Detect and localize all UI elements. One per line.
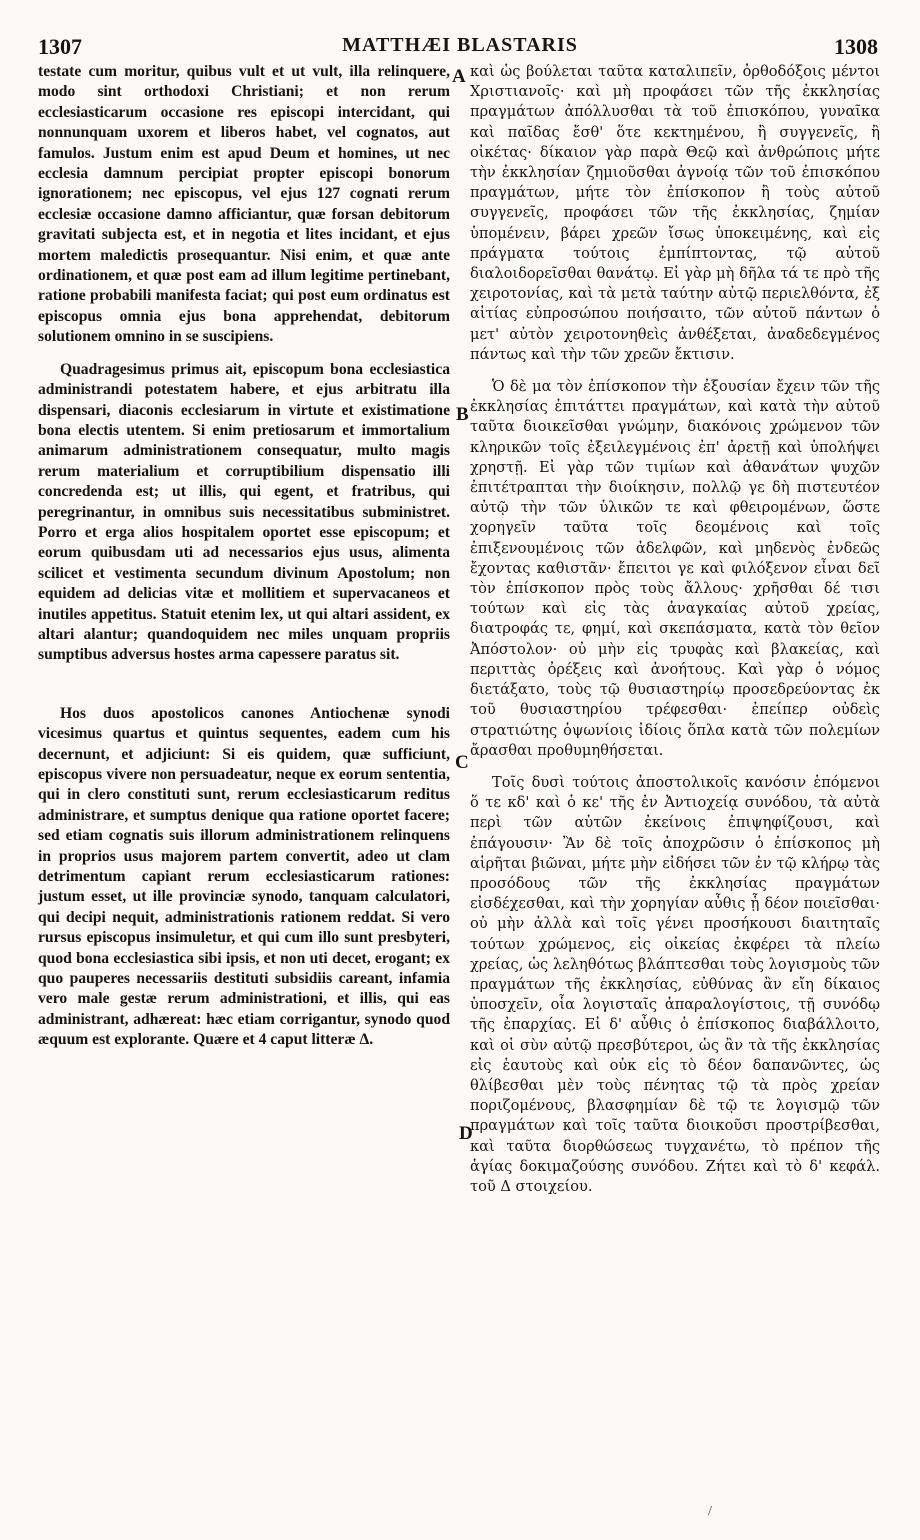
section-marker-b: B: [456, 404, 469, 425]
greek-paragraph-1: καὶ ὡς βούλεται ταῦτα καταλιπεῖν, ὀρθοδόξοις μέντοι Χριστιανοῖς· καὶ μὴ προφάσει τῶν τῆς ἐκκλησίας πραγμάτων ἀπόλλυσθαι τὰ τοῦ ἐπισκόπου, γυναῖκα καὶ παῖδας ἔσθ' ὅτε κεκτημένου, ἢ συγγενεῖς, ἢ οἰκέτας· δίκαιον γὰρ παρὰ Θεῷ καὶ ἀνθρώποις μήτε τὴν ἐκκλησίαν ζημιοῦσθαι ἀγνοίᾳ τῶν τοῦ ἐπισκόπου πραγμάτων, μήτε τὸν ἐπίσκοπον ἢ τοὺς αὐτοῦ συγγενεῖς, προφάσει τῶν τῆς ἐκκλησίας, ζημίαν ὑπομένειν, βάρει χρεῶν ἴσως ὑποκειμένης, καὶ εἰς πράγματα τούτοις ἐμπίπτοντας, τῷ αὐτοῦ διαλοιδορεῖσθαι θανάτῳ. Εἰ γὰρ μὴ δῆλα τά τε πρὸ τῆς χειροτονίας, καὶ τὰ μετὰ ταύτην αὐτῷ περιελθόντα, ἐξ αἰτίας εὐπροσώπου ποιήσαιτο, τῶν αὐτοῦ πάντων ὁ μετ' αὐτὸν χειροτονηθεὶς ἀνθέξεται, ἀναδεδεγμένος πάντως καὶ τὴν τῶν χρεῶν ἔκτισιν.: [470, 63, 880, 363]
section-marker-c: C: [455, 752, 469, 773]
footer-mark: /: [708, 1504, 712, 1519]
greek-paragraph-3: Τοῖς δυσὶ τούτοις ἀποστολικοῖς κανόσιν ἑπόμενοι ὅ τε κδ' καὶ ὁ κε' τῆς ἐν Ἀντιοχείᾳ συνόδου, τὰ αὐτὰ περὶ τῶν αὐτῶν ἐκείνοις ἐπιψηφίζουσι, καὶ ἐπάγουσιν· Ἂν δὲ τοῖς ἀποχρῶσιν ὁ ἐπίσκοπος μὴ αἱρῆται βιῶναι, μήτε μὴν εἰδήσει τῶν ἐν τῷ κλήρῳ τὰς προσόδους τῶν τῆς ἐκκλησίας πραγμάτων εἰσδέχεσθαι, καὶ τὴν χορηγίαν αὖθις ᾗ δέον ποιεῖσθαι· οὐ μὴν ἀλλὰ καὶ τοῖς γένει προσήκουσι διαιτηταῖς τούτων χρώμενος, εἰς οἰκείας ἐκφέρει τὰ πλείω χρείας, ὡς λεληθότως βλάπτεσθαι τοὺς λογισμοὺς τῶν πραγμάτων τῆς ἐκκλησίας, εὐθύνας ἂν εἴη δίκαιος ὑποσχεῖν, οἷα λογισταῖς ἀπαραλογίστοις, τῇ συνόδῳ τῆς ἐπαρχίας. Εἰ δ' αὖθις ὁ ἐπίσκοπος διαβάλλοιτο, καὶ οἱ σὺν αὐτῷ πρεσβύτεροι, ὡς ἂν τὰ τῆς ἐκκλησίας εἰς ἑαυτοὺς καὶ οὐκ εἰς τὸ δέον δαπανῶντες, ὡς θλίβεσθαι μὲν τοὺς πένητας τῷ τὰ πρὸς χρείαν ποριζομένους, βλασφημίαν δὲ τῷ τε λογισμῷ τῶν πραγμάτων καὶ τοῖς ταῦτα διοικοῦσι προστρίβεσθαι, καὶ ταῦτα διορθώσεως τυγχανέτω, τὸ πρέπον τῆς ἁγίας δοκιμαζούσης συνόδου. Ζήτει καὶ τὸ δ' κεφάλ. τοῦ Δ στοιχείου.: [470, 773, 880, 1195]
running-title: MATTHÆI BLASTARIS: [342, 34, 578, 56]
latin-column: [38, 62, 450, 1051]
greek-column: [470, 62, 880, 1197]
section-marker-a: A: [452, 66, 466, 87]
page-header: [0, 26, 920, 59]
latin-paragraph-3: Hos duos apostolicos canones Antiochenæ synodi vicesimus quartus et quintus sequentes, eadem cum his decernunt, et adjiciunt: Si eis quidem, quæ sufficiunt, episcopus vivere non persuadeatur, neque ex eorum sententia, qui in clero constituti sunt, rerum ecclesiasticarum reditus administrare, et sumptus denique qua ratione oportet facere; sed etiam cognatis suis illorum administrationem relinquens in proprios usus majorem partem convertit, adeo ut clam detrimentum capiant rerum ecclesiasticarum rationes: justum esset, ut ille provinciæ synodo, tanquam calculatori, qui decipi nequit, administrationis rationem reddat. Si vero rursus episcopus insimuletur, et qui cum illo sunt presbyteri, quod bona ecclesiastica sibi ipsis, et non uti decet, erogant; ex quo pauperes necessariis destituti subsidiis careant, infamia vero male gestæ rerum administrationi, et illis, qui eas administrant, adhæreat: hæc etiam corrigantur, synodo quod æquum est explorante. Quære et 4 caput litteræ Δ.: [38, 704, 450, 1049]
right-page-number: 1308: [834, 34, 878, 59]
latin-paragraph-2: Quadragesimus primus ait, episcopum bona ecclesiastica administrandi potestatem habere, et ejus arbitratu illa dispensari, diaconis ecclesiarum in virtute et existimatione bona electis utentem. Si enim pretiosarum et immortalium animarum administrationem consequatur, multo magis rerum materialium et corruptibilium dispensatio illi concredenda est; ut illis, qui egent, et fratribus, qui peregrinantur, in omnibus suis necessitatibus subministret. Porro et erga alios hospitalem oportet esse episcopum; et eorum quibusdam uti ad necessarios ejus usus, alimenta scilicet et vestimenta secundum divinum Apostolum; non equidem ad delicias vitæ et mollitiem et supervacaneos et inutiles appetitus. Statuit etenim lex, ut qui altari assident, ex altari alantur; quandoquidem nec miles unquam propriis sumptibus adversus hostes arma capessere paratus sit.: [38, 360, 450, 664]
greek-paragraph-2: Ὁ δὲ μα τὸν ἐπίσκοπον τὴν ἐξουσίαν ἔχειν τῶν τῆς ἐκκλησίας ἐπιτάττει πραγμάτων, καὶ κατὰ τὴν αὐτοῦ ταῦτα διοικεῖσθαι γνώμην, διακόνοις χρώμενον τῶν κληρικῶν τοῖς ἐξειλεγμένοις ἐπ' ἀρετῇ καὶ ὑπολήψει χρηστῇ. Εἰ γὰρ τῶν τιμίων καὶ ἀθανάτων ψυχῶν ἐπιτέτραπται τὴν διοίκησιν, πολλῷ γε δὴ πιστευτέον αὐτῷ τὴν τῶν ὑλικῶν τε καὶ φθειρομένων, ὥστε χορηγεῖν ταῦτα τοῖς δεομένοις καὶ τοῖς ἐπιξενουμένοις τῶν ἀδελφῶν, καὶ μηδενὸς ἐνδεῶς ἔχοντας καθιστᾶν· ἔπειτοι γε καὶ φιλόξενον εἶναι δεῖ τὸν ἐπίσκοπον πρὸς τοὺς ἄλλους· χρῆσθαι δέ τισι τούτων καὶ εἰς τὰς ἀναγκαίας αὐτοῦ χρείας, διατροφάς τε, φημί, καὶ σκεπάσματα, κατὰ τὸν θεῖον Ἀπόστολον· οὐ μὴν εἰς τρυφὰς καὶ βλακείας, καὶ περιττὰς ὀρέξεις καὶ ἀνοήτους. Καὶ γὰρ ὁ νόμος διετάξατο, τοὺς τῷ θυσιαστηρίῳ προσεδρεύοντας ἐκ τοῦ θυσιαστηρίου τρέφεσθαι· ἐπείπερ οὐδεὶς στρατιώτης ὀψωνίοις ἰδίοις ὅπλα κατὰ τῶν πολεμίων ἄρασθαι προθυμηθήσεται.: [470, 378, 880, 759]
left-page-number: 1307: [38, 34, 82, 59]
section-marker-d: D: [459, 1123, 473, 1144]
latin-paragraph-1: testate cum moritur, quibus vult et ut vult, illa relinquere, modo sint orthodoxi Christiani; et non rerum ecclesiasticarum occasione res episcopi intercidant, qui nonnunquam uxorem et liberos habet, vel cognatos, aut famulos. Justum enim est apud Deum et homines, ut nec ecclesia damnum percipiat propter episcopi bonorum ignorationem; nec episcopus, vel ejus 127 cognati rerum ecclesiæ occasione damno afficiantur, quæ forsan debitorum gravitati subjecta est, et in negotia et lites incidant, et ejus mortem maledictis prosequantur. Nisi enim, et quæ ante ordinationem, et quæ post eam ad illum legitime pertinebant, ratione probabili manifesta faciat; qui post eum ordinatus est episcopus omnia ejus bona apprehendat, debitorum solutionem omnino in se suscipiens.: [38, 63, 450, 346]
